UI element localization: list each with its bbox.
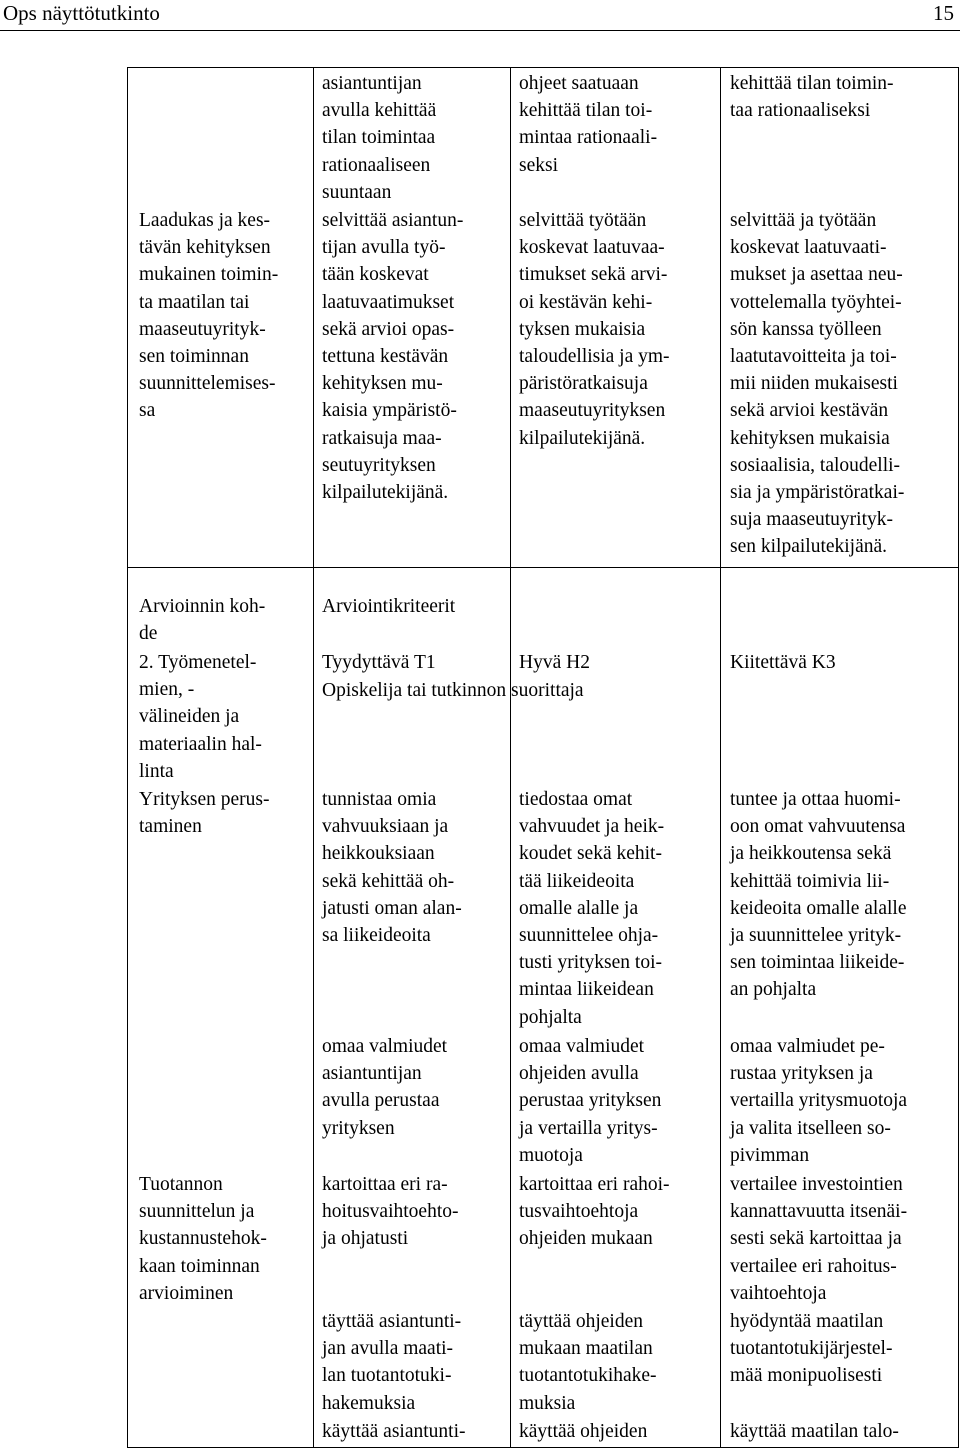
row3-h2: kartoittaa eri rahoi- tusvaihtoehtoja ohjeiden mukaan xyxy=(519,1174,670,1250)
row2-t1: omaa valmiudet asiantuntijan avulla perustaa yrityksen xyxy=(322,1036,448,1139)
table-bottom-border xyxy=(127,1447,959,1448)
table-top-border xyxy=(127,67,959,68)
table1-t1-row-a: asiantuntijan avulla kehittää tilan toimintaa rationaaliseen suuntaan xyxy=(322,73,437,203)
table-separator xyxy=(127,567,959,568)
header-rule xyxy=(0,30,960,31)
row2-h2: omaa valmiudet ohjeiden avulla perustaa yrityksen ja vertailla yritys- muotoja xyxy=(519,1036,662,1166)
table-divider-1 xyxy=(313,67,314,1447)
row5-k3: käyttää maatilan talo- xyxy=(730,1421,899,1442)
table-border-left xyxy=(127,67,128,1447)
row5-h2: käyttää ohjeiden xyxy=(519,1421,648,1442)
row4-h2: täyttää ohjeiden mukaan maatilan tuotantotukihake- muksia xyxy=(519,1311,657,1414)
criteria-heading: Arviointikriteerit xyxy=(322,596,456,617)
level-k3-label: Kiitettävä K3 xyxy=(730,652,836,673)
level-t1-label: Tyydyttävä T1 xyxy=(322,652,436,673)
section-target: 2. Työmenetel- mien, - välineiden ja materiaalin hal- linta xyxy=(139,652,262,782)
table1-t1-row-b: selvittää asiantun- tijan avulla työ- tään koskevat laatuvaatimukset sekä arvioi opas- tettuna kestävän kehityksen mu- kaisia ympäristö- ratkaisuja maa- seutuyrityksen kilpailutekijänä. xyxy=(322,210,464,504)
row1-t1: tunnistaa omia vahvuuksiaan ja heikkouksiaan sekä kehittää oh- jatusti oman alan- sa liikeideoita xyxy=(322,789,462,947)
table1-k3-row-a: kehittää tilan toimin- taa rationaaliseksi xyxy=(730,73,894,122)
row4-k3: hyödyntää maatilan tuotantotukijärjestel- mää monipuolisesti xyxy=(730,1311,893,1387)
page-number: 15 xyxy=(933,1,954,25)
document-title: Ops näyttötutkinto xyxy=(3,1,160,25)
table-divider-2 xyxy=(510,67,511,1447)
row1-k3: tuntee ja ottaa huomi- oon omat vahvuutensa ja heikkoutensa sekä kehittää toimivia lii- keideoita omalle alalle ja suunnittelee yrityk- sen toimintaa liikeide- an pohjalta xyxy=(730,789,907,1001)
row1-h2: tiedostaa omat vahvuudet ja heik- koudet sekä kehit- tää liikeideoita omalle alalle ja suunnittelee ohja- tusti yrityksen toi- mintaa liikeidean pohjalta xyxy=(519,789,665,1028)
target-production-planning: Tuotannon suunnittelun ja kustannustehok- kaan toiminnan arvioiminen xyxy=(139,1174,267,1304)
table-divider-3 xyxy=(720,67,721,1447)
table1-assessment-target: Laadukas ja kes- tävän kehityksen mukainen toimin- ta maatilan tai maaseutuyrityk- sen toiminnan suunnittelemises- sa xyxy=(139,210,279,422)
level-h2-label: Hyvä H2 xyxy=(519,652,590,673)
performer-label: Opiskelija tai tutkinnon suorittaja xyxy=(322,680,584,701)
row3-t1: kartoittaa eri ra- hoitusvaihtoehto- ja ohjatusti xyxy=(322,1174,459,1250)
target-heading: Arvioinnin koh- de xyxy=(139,596,266,645)
row5-t1: käyttää asiantunti- xyxy=(322,1421,466,1442)
table1-h2-row-a: ohjeet saatuaan kehittää tilan toi- mintaa rationaali- seksi xyxy=(519,73,658,176)
row2-k3: omaa valmiudet pe- rustaa yrityksen ja vertailla yritysmuotoja ja valita itselleen so- pivimman xyxy=(730,1036,908,1166)
row3-k3: vertailee investointien kannattavuutta itsenäi- sesti sekä kartoittaa ja vertailee eri rahoitus- vaihtoehtoja xyxy=(730,1174,908,1304)
table1-k3-row-b: selvittää ja työtään koskevat laatuvaati- mukset ja asettaa neu- vottelemalla työyhtei- sön kanssa työlleen laatutavoitteita ja toi- mii niiden mukaisesti sekä arvioi kestävän kehityksen mukaisia sosiaalisia, taloudelli- sia ja ympäristöratkai- suja maaseutuyrityk- sen kilpailutekijänä. xyxy=(730,210,905,558)
target-company-founding: Yrityksen perus- taminen xyxy=(139,789,270,838)
table-border-right xyxy=(958,67,959,1447)
page-header xyxy=(0,0,960,30)
table1-h2-row-b: selvittää työtään koskevat laatuvaa- timukset sekä arvi- oi kestävän kehi- tyksen mukaisia taloudellisia ja ym- päristöratkaisuja maaseutuyrityksen kilpailutekijänä. xyxy=(519,210,670,449)
row4-t1: täyttää asiantunti- jan avulla maati- lan tuotantotuki- hakemuksia xyxy=(322,1311,462,1414)
